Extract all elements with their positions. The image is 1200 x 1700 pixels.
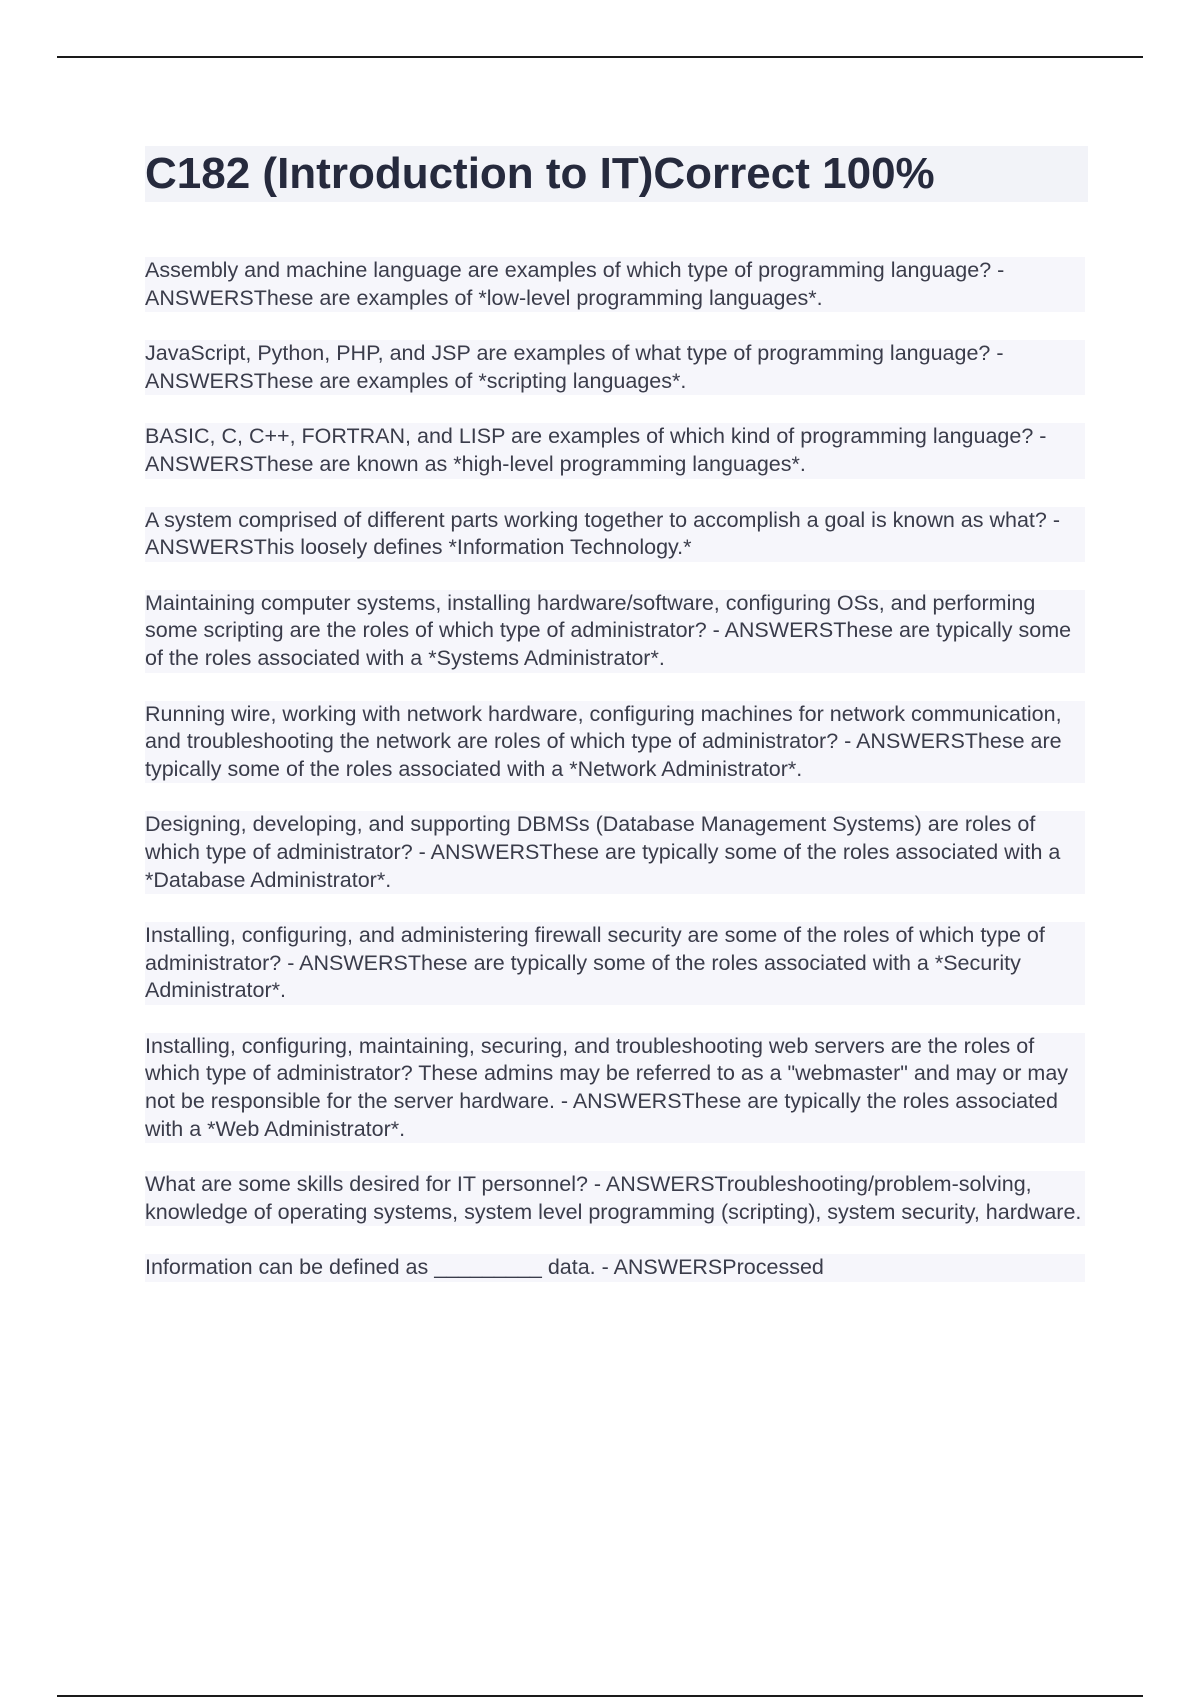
qa-item: Maintaining computer systems, installing hardware/software, configuring OSs, and performing some scripting are the roles of which type of administrator? - ANSWERSThese are typically some of the roles associated with a *Systems Administrator*. [145, 590, 1085, 673]
qa-list [145, 257, 1090, 1310]
qa-item: Designing, developing, and supporting DBMSs (Database Management Systems) are roles of which type of administrator? - ANSWERSThese are typically some of the roles associated with a *Database Administrator*. [145, 811, 1085, 894]
qa-item: JavaScript, Python, PHP, and JSP are examples of what type of programming language? - ANSWERSThese are examples of *scripting languages*. [145, 340, 1085, 395]
bottom-rule [57, 1695, 1143, 1697]
page-title: C182 (Introduction to IT)Correct 100% [145, 149, 935, 198]
qa-item: Running wire, working with network hardware, configuring machines for network communication, and troubleshooting the network are roles of which type of administrator? - ANSWERSThese are typically some of the roles associated with a *Network Administrator*. [145, 701, 1085, 784]
qa-item: Assembly and machine language are examples of which type of programming language? - ANSWERSThese are examples of *low-level programming languages*. [145, 257, 1085, 312]
top-rule [57, 56, 1143, 58]
qa-item: What are some skills desired for IT personnel? - ANSWERSTroubleshooting/problem-solving, knowledge of operating systems, system level programming (scripting), system security, hardware. [145, 1171, 1085, 1226]
qa-item: BASIC, C, C++, FORTRAN, and LISP are examples of which kind of programming language? - ANSWERSThese are known as *high-level programming languages*. [145, 423, 1085, 478]
qa-item: Information can be defined as _________ data. - ANSWERSProcessed [145, 1254, 1085, 1282]
qa-item: A system comprised of different parts working together to accomplish a goal is known as what? - ANSWERSThis loosely defines *Information Technology.* [145, 507, 1085, 562]
qa-item: Installing, configuring, maintaining, securing, and troubleshooting web servers are the roles of which type of administrator? These admins may be referred to as a "webmaster" and may or may not be responsible for the server hardware. - ANSWERSThese are typically the roles associated with a *Web Administrator*. [145, 1033, 1085, 1143]
qa-item: Installing, configuring, and administering firewall security are some of the roles of which type of administrator? - ANSWERSThese are typically some of the roles associated with a *Security Administrator*. [145, 922, 1085, 1005]
